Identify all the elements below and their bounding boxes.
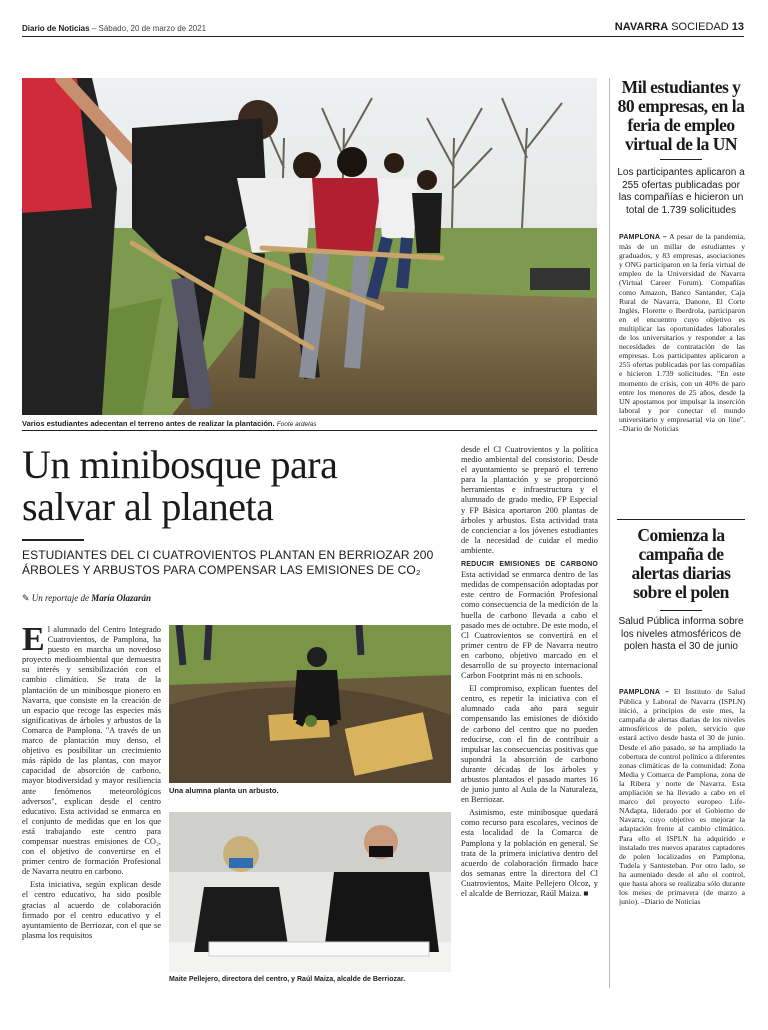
sidebar1-dateline: PAMPLONA – [619, 234, 667, 241]
col1-paragraph-1: l alumnado del Centro Integrado Cuatrovientos, de Pamplona, ha puesto en marcha un novedoso proyecto medioambiental que demuestra su interés y sensibilización con el cambio climático. Se trata de la plantación de un minibosque pionero en Navarra, que consiste en la creación de un espacio que recoge las especies más significativas de árboles y arbustos de la Comarca de Pamplona. "A través de un marco de plantación muy denso, el objetivo es posibilitar un crecimiento más rápido de las plantas, con mayor capacidad de absorción de carbono, mayor biodiversidad y mayor resiliencia ante fenómenos meteorológicos adversos", explican desde el centro educativo. Esta actividad se enmarca en el conjunto de medidas que en los que está trabajando este centro para compensar nuestras emisiones de CO₂, con el objetivo de convertirse en el primer centro de formación Profesional de Navarra neutro en carbono. [22, 625, 161, 877]
planting-photo-caption: Una alumna planta un arbusto. [169, 786, 279, 795]
byline-prefix: Un reportaje de [31, 593, 89, 603]
agreement-signing-image [169, 812, 451, 972]
caption-text: Varios estudiantes adecentan el terreno antes de realizar la plantación. [22, 419, 275, 428]
header-section [615, 21, 744, 33]
header-rule [22, 36, 744, 37]
main-photo [22, 78, 597, 415]
page-number: 13 [731, 21, 744, 33]
col1-paragraph-2: Esta iniciativa, según explican desde el centro educativo, ha sido posible gracias al acuerdo de colaboración firmado por el centro educativo y el ayuntamiento de Berriozar, con el que se plasma los requisitos [22, 880, 161, 940]
article-col-1 [22, 625, 161, 990]
sidebar1-body [619, 232, 745, 500]
sidebar1-headline: Mil estudiantes y 80 empresas, en la feria de empleo virtual de la UN [617, 77, 745, 154]
sidebar2-subhead: Salud Pública informa sobre los niveles atmosféricos de polen hasta el 30 de junio [618, 616, 744, 652]
headline-line-1: Un minibosque para [22, 442, 338, 487]
sidebar2-dateline: PAMPLONA – [619, 689, 670, 696]
issue-date: – Sábado, 20 de marzo de 2021 [91, 24, 207, 33]
main-photo-caption [22, 419, 597, 429]
photo-caption-rule [22, 430, 597, 431]
sidebar1-body-text: A pesar de la pandemia, más de un millar de estudiantes y graduados, y 83 empresas, asociaciones y ONG participaron en la feria virtual de empleo de la Universidad de Navarra (Virtual Career Forum). Compañías como Amazon, Banco Santander, Caja Rural de Navarra, Danone, El Corte Inglés, Florette o Iberdrola, participaron en el encuentro cuyo objetivo es multiplicar las oportunidades laborales de los universitarios y responder a las necesidades de contratación de las empresas. Los participantes aplicaron a 255 ofertas publicadas por las compañías e hicieron 1.739 solicitudes. "En este momento de crisis, con un 40% de paro entre los menores de 25 años, desde la UN apostamos por impulsar la inserción laboral y por conectar el mundo universitario y empresarial vía on line". –Diario de Noticias [619, 232, 745, 433]
sidebar2-headline: Comienza la campaña de alertas diarias sobre el polen [631, 525, 731, 602]
byline-author: María Olazarán [91, 593, 151, 603]
sidebar-divider [609, 78, 610, 988]
student-planting-image [169, 625, 451, 783]
drop-cap: E [22, 625, 45, 658]
students-planting-image [22, 78, 597, 415]
article-deck: ESTUDIANTES DEL CI CUATROVIENTOS PLANTAN EN BERRIOZAR 200 ÁRBOLES Y ARBUSTOS PARA COMPENSAR LAS EMISIONES DE CO₂ [22, 548, 434, 577]
sidebar2-body-text: El Instituto de Salud Pública y Laboral de Navarra (ISPLN) inició, a principios de este mes, la campaña de alertas diarias de los niveles atmosféricos de polen, servicio que estará activo desde hasta el 30 de junio. Desde el año pasado, se ha ampliado la cobertura de control polínico a diferentes zonas climáticas de la comunidad: Zona Media y Comarca de Pamplona, zona de la Ribera y norte de Navarra. Esta ampliación se ha llevado a cabo en el marco del proyecto europeo Life-NAdapta, liderado por el Gobierno de Navarra, cuyo objetivo es mejorar la adaptación frente al cambio climático. Para ello el ISPLN ha adquirido e instalado tres nuevos aparatos captadores de polen localizados en Pamplona, Tudela y Santesteban. Por otro lado, se ha aumentado desde el año el control, que hasta ahora se realizaba sólo durante los meses de primavera (de marzo a junio). –Diario de Noticias [619, 687, 745, 907]
sidebar2-body [619, 687, 745, 987]
col3-paragraph-1 [461, 559, 598, 681]
byline-icon: ✎ [22, 593, 30, 603]
sidebar-separator [617, 519, 745, 520]
sidebar1-subhead: Los participantes aplicaron a 255 ofertas publicadas por las compañías e hicieron un total de 1.739 solicitudes [617, 167, 745, 216]
headline-line-2: salvar al planeta [22, 484, 274, 529]
col3-subhead: REDUCIR EMISIONES DE CARBONO [461, 561, 598, 569]
planting-photo [169, 625, 451, 783]
col3-paragraph-2: El compromiso, explican fuentes del centro, es repetir la iniciativa con el alumnado cada año para seguir compensando las emisiones de dióxido de carbono del centro que no pueden reducirse, con el fin de contribuir a impulsar las consecuencias positivas que supondrá la absorción de carbono durante décadas de los árboles y arbustos plantados el pasado martes 16 de junio junto al Aula de la Naturaleza, en Berriozar. [461, 684, 598, 805]
header-paper-info [22, 24, 206, 33]
section-topic: SOCIEDAD [671, 21, 729, 33]
col3-paragraph-1-text: Esta actividad se enmarca dentro de las medidas de compensación adoptadas por este centro de Formación Profesional como consecuencia de la medición de la huella de carbono llevada a cabo el pasado mes de octubre. De este modo, el Cl Cuatrovientos se convertirá en el primer centro de FP de Navarra neutro en carbono, objetivo marcado en el desarrollo de su proyecto internacional Carbon Footprint más ni en schools. [461, 570, 598, 681]
sidebar1-rule [660, 159, 702, 160]
sidebar2-rule [660, 610, 702, 611]
paper-name: Diario de Noticias [22, 24, 90, 33]
photo-credit: Foote ardelas [276, 421, 317, 428]
article-headline [22, 444, 452, 528]
article-col-3 [461, 445, 598, 985]
signing-photo [169, 812, 451, 972]
section-region: NAVARRA [614, 21, 669, 33]
headline-rule [22, 539, 84, 541]
signing-photo-caption: Maite Pellejero, directora del centro, y Raúl Maiza, alcalde de Berriozar. [169, 976, 406, 983]
col3-lead: desde el Cl Cuatrovientos y la política medio ambiental del consistorio. Desde el ayuntamiento se preparó el terreno para la plantación y se proporcionó herramientas e infraestructura y el alumnado de grado medio, FP Especial y FP Básica aportaron 200 plantas de árboles y arbustos. Esta actividad trata de concienciar a los jóvenes estudiantes de la necesidad de cuidar el medio ambiente. [461, 445, 598, 555]
byline [22, 593, 151, 604]
col3-paragraph-3: Asimismo, este minibosque quedará como recurso para escolares, vecinos de esta localidad de la Comarca de Pamplona y la población en general. Se trata de la primera iniciativa dentro del acuerdo de colaboración firmado hace dos semanas entre la directora del Cl Cuatrovientos, Maite Pellejero Olcoz, y el alcalde de Berriozar, Raúl Maiza. ■ [461, 808, 598, 899]
